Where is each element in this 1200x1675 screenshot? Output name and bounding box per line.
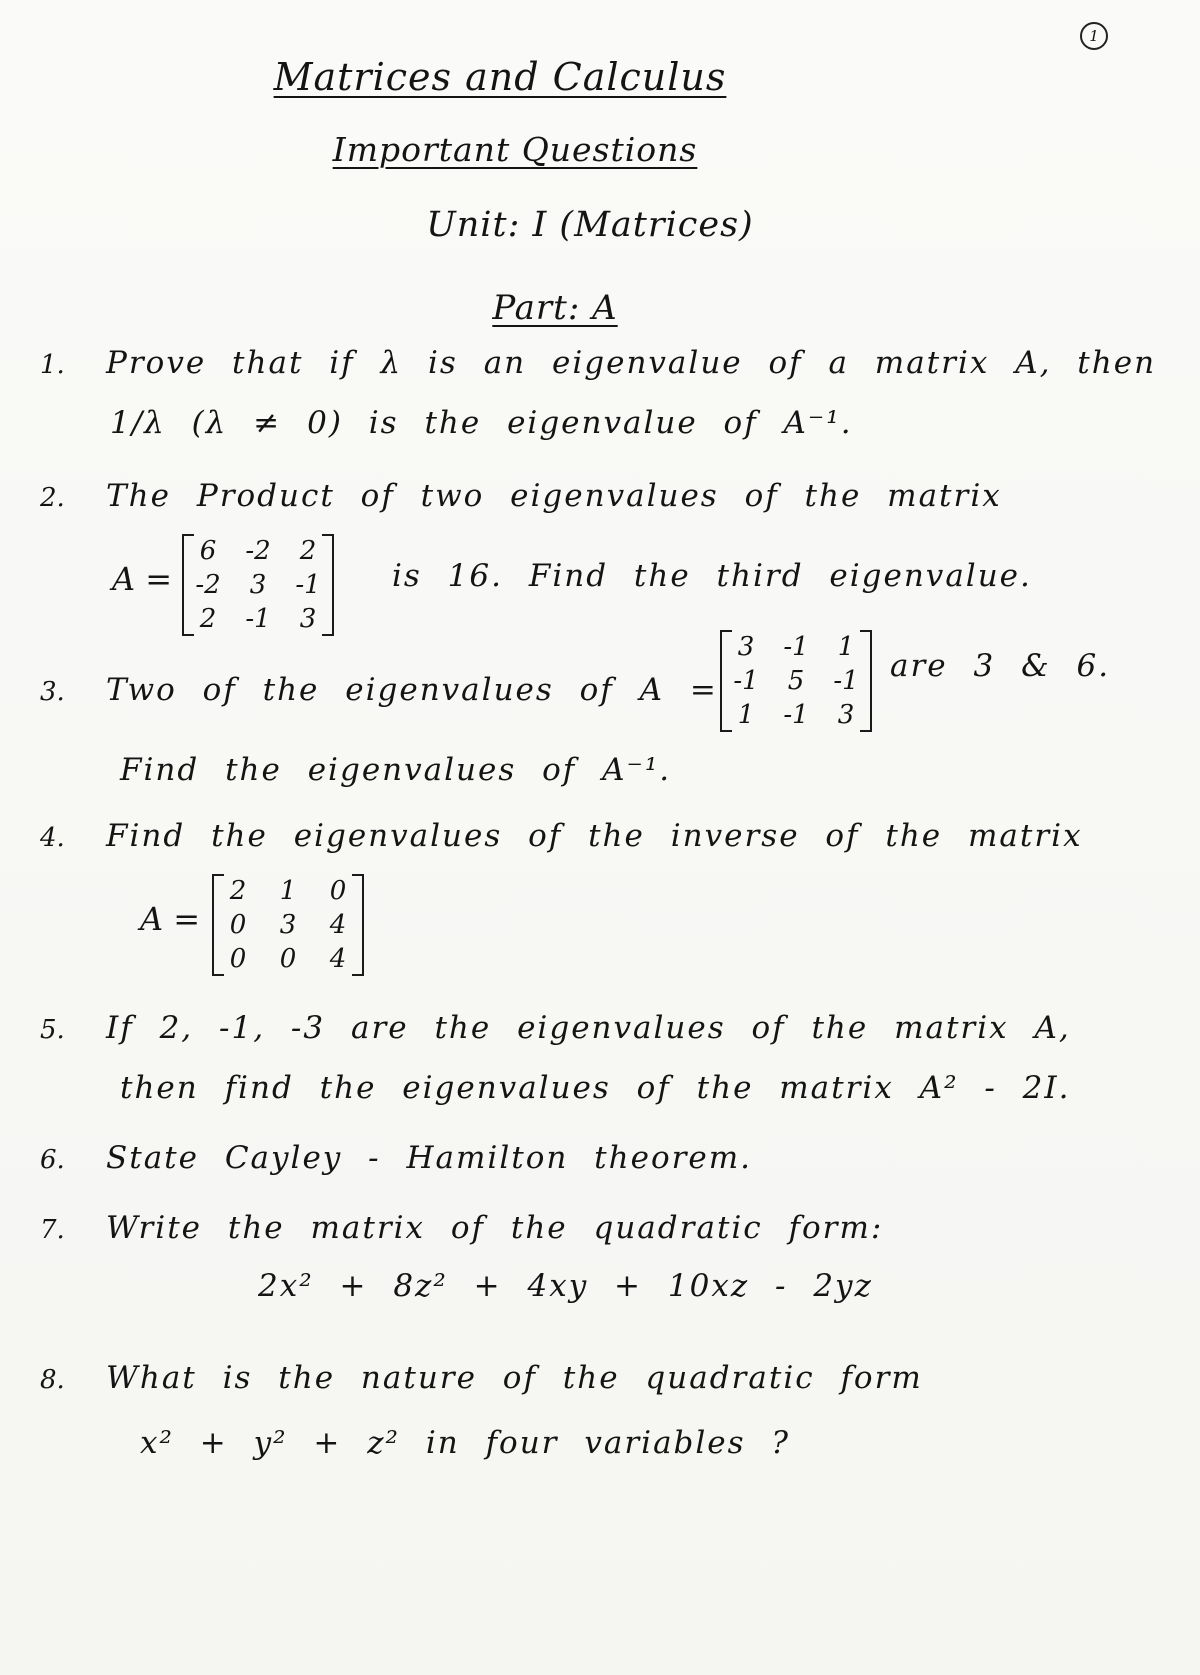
matrix-cell: 4 — [329, 944, 347, 974]
question-6: 6. State Cayley - Hamilton theorem. — [40, 1140, 753, 1176]
question-3-text-after: are 3 & 6. — [890, 648, 1111, 684]
question-5: 5. If 2, -1, -3 are the eigenvalues of the matrix A, — [40, 1010, 1071, 1046]
question-8: 8. What is the nature of the quadratic form — [40, 1360, 923, 1396]
question-3: 3. Two of the eigenvalues of A = — [40, 672, 718, 708]
page-number: 1 — [1080, 22, 1108, 50]
question-1: 1. Prove that if λ is an eigenvalue of a matrix A, then — [40, 345, 1157, 381]
question-2-matrix — [182, 534, 334, 636]
question-3-line-2: Find the eigenvalues of A⁻¹. — [120, 752, 672, 788]
matrix-cell: 6 — [199, 536, 217, 566]
question-2-matrix-label: A = — [112, 560, 173, 598]
matrix-cell: 3 — [737, 632, 755, 662]
matrix-cell: -1 — [783, 700, 809, 730]
question-2: 2. The Product of two eigenvalues of the matrix — [40, 478, 1002, 514]
matrix-cell: -1 — [733, 666, 759, 696]
matrix-cell: 3 — [299, 604, 317, 634]
unit-heading: Unit: I (Matrices) — [426, 205, 754, 245]
matrix-cell: 1 — [737, 700, 755, 730]
matrix-cell: -1 — [295, 570, 321, 600]
page-title: Matrices and Calculus — [273, 55, 727, 99]
question-8-line-2: x² + y² + z² in four variables ? — [140, 1425, 791, 1461]
matrix-cell: 0 — [229, 910, 247, 940]
matrix-cell: -1 — [245, 604, 271, 634]
question-2-text-after: is 16. Find the third eigenvalue. — [392, 558, 1032, 594]
question-7: 7. Write the matrix of the quadratic form: — [40, 1210, 884, 1246]
matrix-cell: 3 — [249, 570, 267, 600]
matrix-cell: 4 — [329, 910, 347, 940]
question-5-line-2: then find the eigenvalues of the matrix A² - 2I. — [120, 1070, 1071, 1106]
matrix-cell: 1 — [279, 876, 297, 906]
matrix-cell: 3 — [279, 910, 297, 940]
matrix-cell: 1 — [837, 632, 855, 662]
question-7-line-2: 2x² + 8z² + 4xy + 10xz - 2yz — [258, 1268, 873, 1304]
matrix-cell: -2 — [195, 570, 221, 600]
question-4-matrix-label: A = — [140, 900, 201, 938]
matrix-cell: 3 — [837, 700, 855, 730]
question-3-matrix — [720, 630, 872, 732]
part-heading: Part: A — [492, 288, 618, 328]
matrix-cell: 0 — [229, 944, 247, 974]
matrix-cell: 2 — [299, 536, 317, 566]
question-4-matrix — [212, 874, 364, 976]
page-subtitle: Important Questions — [332, 130, 698, 169]
matrix-cell: 0 — [329, 876, 347, 906]
matrix-cell: -1 — [833, 666, 859, 696]
matrix-cell: 2 — [229, 876, 247, 906]
question-4: 4. Find the eigenvalues of the inverse of the matrix — [40, 818, 1083, 854]
question-1-line-2: 1/λ (λ ≠ 0) is the eigenvalue of A⁻¹. — [110, 405, 853, 441]
matrix-cell: 5 — [787, 666, 805, 696]
matrix-cell: -1 — [783, 632, 809, 662]
matrix-cell: 0 — [279, 944, 297, 974]
matrix-cell: -2 — [245, 536, 271, 566]
matrix-cell: 2 — [199, 604, 217, 634]
